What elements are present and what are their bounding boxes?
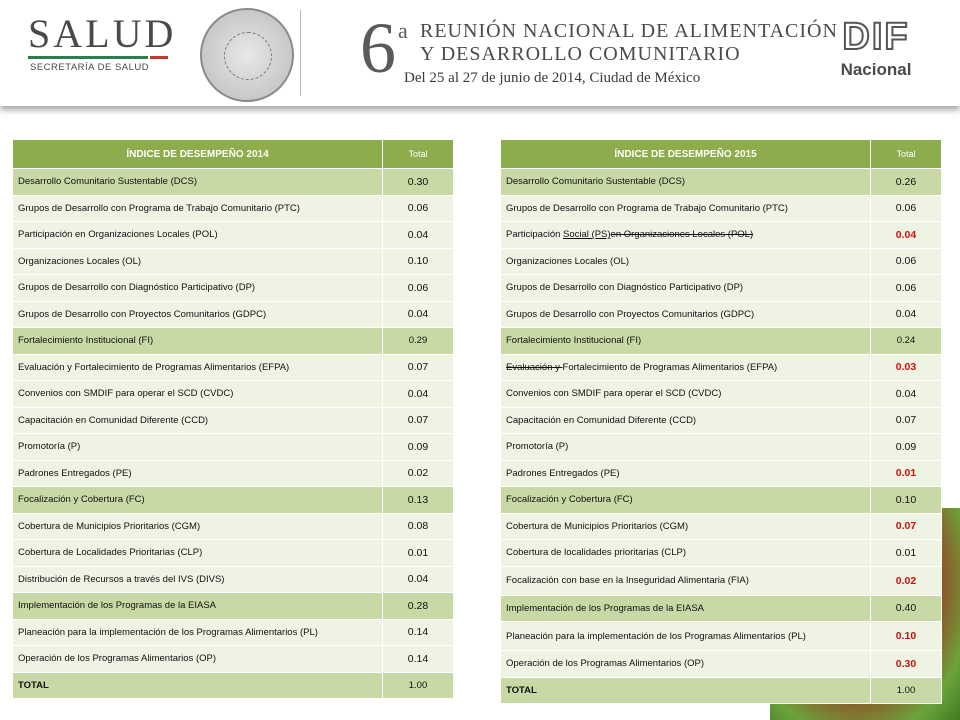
table-row — [501, 169, 942, 196]
indicator-value-text: 0.14 — [407, 626, 429, 639]
indicator-label-text: Promotoría (P) — [18, 441, 81, 453]
indicator-value-text: 0.40 — [895, 602, 917, 615]
table-row — [13, 169, 454, 196]
indicator-value — [871, 407, 942, 434]
indicator-value — [871, 595, 942, 622]
indicator-value-text: 0.03 — [895, 361, 917, 374]
indicator-label — [13, 487, 383, 514]
table-row — [13, 434, 454, 461]
indicator-value-text: 0.01 — [895, 467, 917, 480]
indicator-label-text: Convenios con SMDIF para operar el SCD (CVDC) — [506, 388, 722, 400]
indicator-value — [383, 328, 454, 355]
indicator-value-text: 0.10 — [895, 630, 917, 642]
indicator-label-text: Operación de los Programas Alimentarios (OP) — [18, 653, 216, 665]
table-row — [13, 566, 454, 593]
indicator-label-text: Fortalecimiento Institucional (FI) — [18, 335, 154, 347]
table-header-row — [13, 140, 454, 169]
indicator-label-text: Organizaciones Locales (OL) — [506, 255, 630, 267]
indicator-label — [13, 513, 383, 540]
indicator-label-text: Grupos de Desarrollo con Programa de Trabajo Comunitario (PTC) — [18, 202, 300, 214]
indicator-label — [13, 328, 383, 355]
table-row — [501, 354, 942, 381]
salud-subtitle: SECRETARÍA DE SALUD — [30, 62, 150, 73]
indicator-value-text: 0.10 — [895, 493, 917, 506]
indicator-label-text: Capacitación en Comunidad Diferente (CCD) — [18, 414, 209, 426]
table-row — [13, 407, 454, 434]
table-row — [501, 651, 942, 678]
indicator-value — [383, 566, 454, 593]
indicator-label — [13, 301, 383, 328]
indicator-value — [871, 222, 942, 249]
indicator-value-text: 0.13 — [407, 493, 429, 506]
indicator-value — [871, 275, 942, 302]
indicator-label — [13, 248, 383, 275]
indicator-label — [501, 328, 871, 355]
table-row — [501, 434, 942, 461]
indicator-value-text: 1.00 — [408, 679, 428, 691]
table-row — [13, 275, 454, 302]
indicator-value-text: 0.06 — [895, 281, 917, 294]
table-row — [501, 301, 942, 328]
indicator-label-text: Planeación para la implementación de los Programas Alimentarios (PL) — [18, 626, 318, 638]
indicator-value-text: 0.04 — [895, 387, 917, 400]
indicator-label — [13, 593, 383, 620]
indicator-value — [871, 460, 942, 487]
indicator-label — [501, 407, 871, 434]
indicator-label — [13, 619, 383, 646]
indicator-label — [501, 513, 871, 540]
table-row — [501, 328, 942, 355]
indicator-value-text: 1.00 — [896, 684, 916, 696]
indicator-value-text: 0.10 — [407, 255, 429, 268]
indicator-label — [13, 646, 383, 673]
indicator-value-text: 0.07 — [407, 414, 429, 427]
event-date: Del 25 al 27 de junio de 2014, Ciudad de México — [404, 70, 701, 86]
table-row — [13, 195, 454, 222]
table-row — [501, 566, 942, 595]
indicator-value-text: 0.14 — [407, 652, 429, 665]
indicator-label-text: Implementación de los Programas de la EIASA — [506, 602, 705, 614]
indicator-value — [383, 646, 454, 673]
indicator-label-text: Convenios con SMDIF para operar el SCD (CVDC) — [18, 388, 234, 400]
table-row — [13, 593, 454, 620]
table-row — [13, 328, 454, 355]
salud-logo — [18, 11, 193, 78]
indicator-value-text: 0.30 — [895, 657, 917, 670]
indicator-value — [871, 622, 942, 651]
indicator-label — [501, 195, 871, 222]
table-row — [501, 381, 942, 408]
indicator-label — [501, 651, 871, 678]
indicator-label — [501, 222, 871, 249]
indicator-label — [501, 460, 871, 487]
indicator-label-text: Capacitación en Comunidad Diferente (CCD) — [506, 414, 697, 426]
struck-text: Evaluación y — [506, 361, 563, 373]
indicator-value — [383, 513, 454, 540]
indicator-label-text: Promotoría (P) — [506, 441, 569, 453]
table-row — [13, 381, 454, 408]
column-header-total — [871, 140, 942, 169]
indicator-value-text: 0.04 — [407, 573, 429, 586]
indicator-label — [13, 195, 383, 222]
dif-logo-subtitle: Nacional — [840, 60, 912, 79]
indicator-value — [871, 381, 942, 408]
indicator-value — [383, 195, 454, 222]
indicator-label — [501, 622, 871, 651]
indicator-label — [501, 487, 871, 514]
indicator-label-text: TOTAL — [506, 684, 537, 696]
table-row — [501, 407, 942, 434]
indicator-label-text: TOTAL — [18, 679, 49, 691]
indicator-value-text: 0.08 — [407, 520, 429, 533]
indicator-label-text: Fortalecimiento Institucional (FI) — [506, 335, 642, 347]
table-row — [13, 487, 454, 514]
indicator-value — [871, 169, 942, 196]
salud-green-bar — [28, 56, 148, 59]
indicator-value — [383, 381, 454, 408]
table-row — [13, 301, 454, 328]
indicator-value — [871, 301, 942, 328]
indicator-value — [383, 460, 454, 487]
table-row — [13, 354, 454, 381]
indicator-value-text: 0.04 — [895, 228, 917, 241]
table-row — [13, 540, 454, 567]
table-row — [13, 672, 454, 699]
indicator-value-text: 0.30 — [407, 175, 429, 188]
table-row — [501, 195, 942, 222]
indicator-label — [13, 460, 383, 487]
indicator-label — [501, 381, 871, 408]
eagle-emblem-icon — [224, 32, 272, 80]
indicator-value — [871, 566, 942, 595]
national-seal-icon — [200, 8, 294, 102]
indicator-value-text: 0.06 — [895, 255, 917, 268]
indicator-value — [871, 354, 942, 381]
indicator-value-text: 0.09 — [407, 440, 429, 453]
table-row — [13, 460, 454, 487]
indicator-value — [871, 487, 942, 514]
indicator-label — [501, 677, 871, 704]
indicator-value-text: 0.04 — [895, 308, 917, 321]
indicator-label — [501, 275, 871, 302]
indicator-value-text: 0.02 — [407, 467, 429, 480]
table-row — [13, 646, 454, 673]
indicator-label-text: Fortalecimiento de Programas Alimentarios (EFPA) — [562, 361, 778, 373]
indicator-label-text: Grupos de Desarrollo con Programa de Trabajo Comunitario (PTC) — [506, 202, 788, 214]
indicator-label — [501, 566, 871, 595]
indicator-value — [871, 195, 942, 222]
indicator-label — [13, 275, 383, 302]
performance-index-table-2014 — [12, 139, 454, 699]
indicator-label-text: Cobertura de Municipios Prioritarios (CGM) — [506, 520, 689, 532]
performance-index-table-2015 — [500, 139, 942, 704]
event-title-line1: REUNIÓN NACIONAL DE ALIMENTACIÓN — [420, 20, 838, 42]
header-divider — [300, 10, 301, 96]
indicator-value-text: 0.07 — [895, 414, 917, 427]
indicator-label-text: Distribución de Recursos a través del IVS (DIVS) — [18, 573, 225, 585]
indicator-value-text: 0.09 — [895, 440, 917, 453]
indicator-value — [383, 434, 454, 461]
table-row — [501, 487, 942, 514]
table-row — [501, 275, 942, 302]
event-number: 6 — [360, 8, 396, 88]
indicator-value-text: 0.24 — [896, 335, 916, 347]
indicator-value-text: 0.06 — [895, 202, 917, 215]
event-superscript: a — [398, 18, 408, 43]
indicator-label — [13, 354, 383, 381]
table-row — [501, 222, 942, 249]
indicator-label-text: Focalización con base en la Inseguridad Alimentaria (FIA) — [506, 575, 749, 586]
table-row — [13, 248, 454, 275]
table-row — [501, 677, 942, 704]
indicator-value — [383, 487, 454, 514]
event-title-line2: Y DESARROLLO COMUNITARIO — [420, 43, 741, 65]
indicator-label — [501, 434, 871, 461]
indicator-label — [501, 595, 871, 622]
indicator-label — [13, 566, 383, 593]
indicator-label-text: Grupos de Desarrollo con Diagnóstico Participativo (DP) — [18, 282, 256, 294]
indicator-label — [501, 169, 871, 196]
indicator-value — [383, 619, 454, 646]
indicator-value — [871, 651, 942, 678]
indicator-value-text: 0.07 — [895, 520, 917, 533]
indicator-label-text: Grupos de Desarrollo con Proyectos Comunitarios (GDPC) — [506, 308, 755, 320]
indicator-label-text: Padrones Entregados (PE) — [18, 467, 132, 479]
table-title — [501, 140, 871, 169]
table-row — [501, 540, 942, 567]
salud-title: SALUD — [28, 11, 177, 56]
indicator-label — [501, 540, 871, 567]
table-row — [501, 513, 942, 540]
table-title-text: ÍNDICE DE DESEMPEÑO 2014 — [126, 148, 269, 160]
indicator-value — [871, 513, 942, 540]
indicator-label — [13, 222, 383, 249]
indicator-value-text: 0.04 — [407, 308, 429, 321]
table-row — [501, 622, 942, 651]
salud-red-bar — [150, 56, 168, 59]
indicator-value-text: 0.01 — [407, 546, 429, 559]
indicator-label-text: Grupos de Desarrollo con Diagnóstico Participativo (DP) — [506, 282, 744, 294]
indicator-label-text: Cobertura de Localidades Prioritarias (CLP) — [18, 547, 203, 559]
table-row — [13, 619, 454, 646]
indicator-label-text: Cobertura de localidades prioritarias (CLP) — [506, 547, 687, 559]
dif-logo-text: DIF — [842, 16, 910, 58]
indicator-label-text: Participación — [506, 229, 564, 241]
indicator-value — [383, 169, 454, 196]
indicator-value-text: 0.01 — [895, 546, 917, 559]
indicator-label — [501, 248, 871, 275]
indicator-label-text: Cobertura de Municipios Prioritarios (CGM) — [18, 520, 201, 532]
table-row — [13, 222, 454, 249]
indicator-value-text: 0.04 — [407, 387, 429, 400]
indicator-value-text: 0.29 — [408, 335, 428, 347]
indicator-label — [13, 381, 383, 408]
column-header-total-text: Total — [896, 149, 916, 159]
indicator-value-text: 0.07 — [407, 361, 429, 374]
table-title — [13, 140, 383, 169]
indicator-label-text: Planeación para la implementación de los Programas Alimentarios (PL) — [506, 630, 806, 642]
indicator-label — [13, 169, 383, 196]
indicator-value — [871, 540, 942, 567]
table-row — [501, 595, 942, 622]
indicator-value — [383, 407, 454, 434]
indicator-label-text: Focalización y Cobertura (FC) — [18, 494, 145, 506]
indicator-value-text: 0.06 — [407, 281, 429, 294]
indicator-value — [383, 222, 454, 249]
indicator-value-text: 0.28 — [407, 599, 429, 612]
indicator-label — [501, 354, 871, 381]
table-row — [501, 248, 942, 275]
indicator-value — [383, 540, 454, 567]
table-row — [13, 513, 454, 540]
indicator-label-text: Focalización y Cobertura (FC) — [506, 494, 633, 506]
indicator-label-text: Participación en Organizaciones Locales (POL) — [18, 229, 218, 241]
indicator-label — [13, 434, 383, 461]
indicator-label-text: Evaluación y Fortalecimiento de Programas Alimentarios (EFPA) — [18, 361, 290, 373]
indicator-value — [383, 275, 454, 302]
indicator-label-text: Grupos de Desarrollo con Proyectos Comunitarios (GDPC) — [18, 308, 267, 320]
indicator-value — [383, 301, 454, 328]
indicator-value — [871, 434, 942, 461]
indicator-label — [501, 301, 871, 328]
indicator-value — [383, 248, 454, 275]
inserted-text: Social (PS) — [563, 229, 611, 241]
indicator-label-text: Desarrollo Comunitario Sustentable (DCS) — [506, 176, 685, 188]
dif-logo — [834, 18, 918, 80]
table-title-text: ÍNDICE DE DESEMPEÑO 2015 — [614, 148, 757, 160]
indicator-value — [383, 593, 454, 620]
indicator-value-text: 0.04 — [407, 228, 429, 241]
indicator-label — [13, 540, 383, 567]
indicator-value — [871, 328, 942, 355]
indicator-value — [871, 677, 942, 704]
indicator-label — [13, 672, 383, 699]
indicator-value — [383, 672, 454, 699]
indicator-value — [871, 248, 942, 275]
indicator-value — [383, 354, 454, 381]
banner-header — [0, 0, 960, 106]
indicator-label — [13, 407, 383, 434]
indicator-label-text: Operación de los Programas Alimentarios (OP) — [506, 658, 704, 670]
indicator-value-text: 0.06 — [407, 202, 429, 215]
column-header-total-text: Total — [408, 149, 428, 159]
table-header-row — [501, 140, 942, 169]
indicator-label-text: Padrones Entregados (PE) — [506, 467, 620, 479]
struck-text: en Organizaciones Locales (POL) — [610, 229, 754, 241]
table-row — [501, 460, 942, 487]
indicator-value-text: 0.02 — [895, 574, 917, 587]
indicator-label-text: Implementación de los Programas de la EIASA — [18, 600, 217, 612]
indicator-label-text: Desarrollo Comunitario Sustentable (DCS) — [18, 176, 197, 188]
indicator-value-text: 0.26 — [895, 175, 917, 188]
column-header-total — [383, 140, 454, 169]
indicator-label-text: Organizaciones Locales (OL) — [18, 255, 142, 267]
